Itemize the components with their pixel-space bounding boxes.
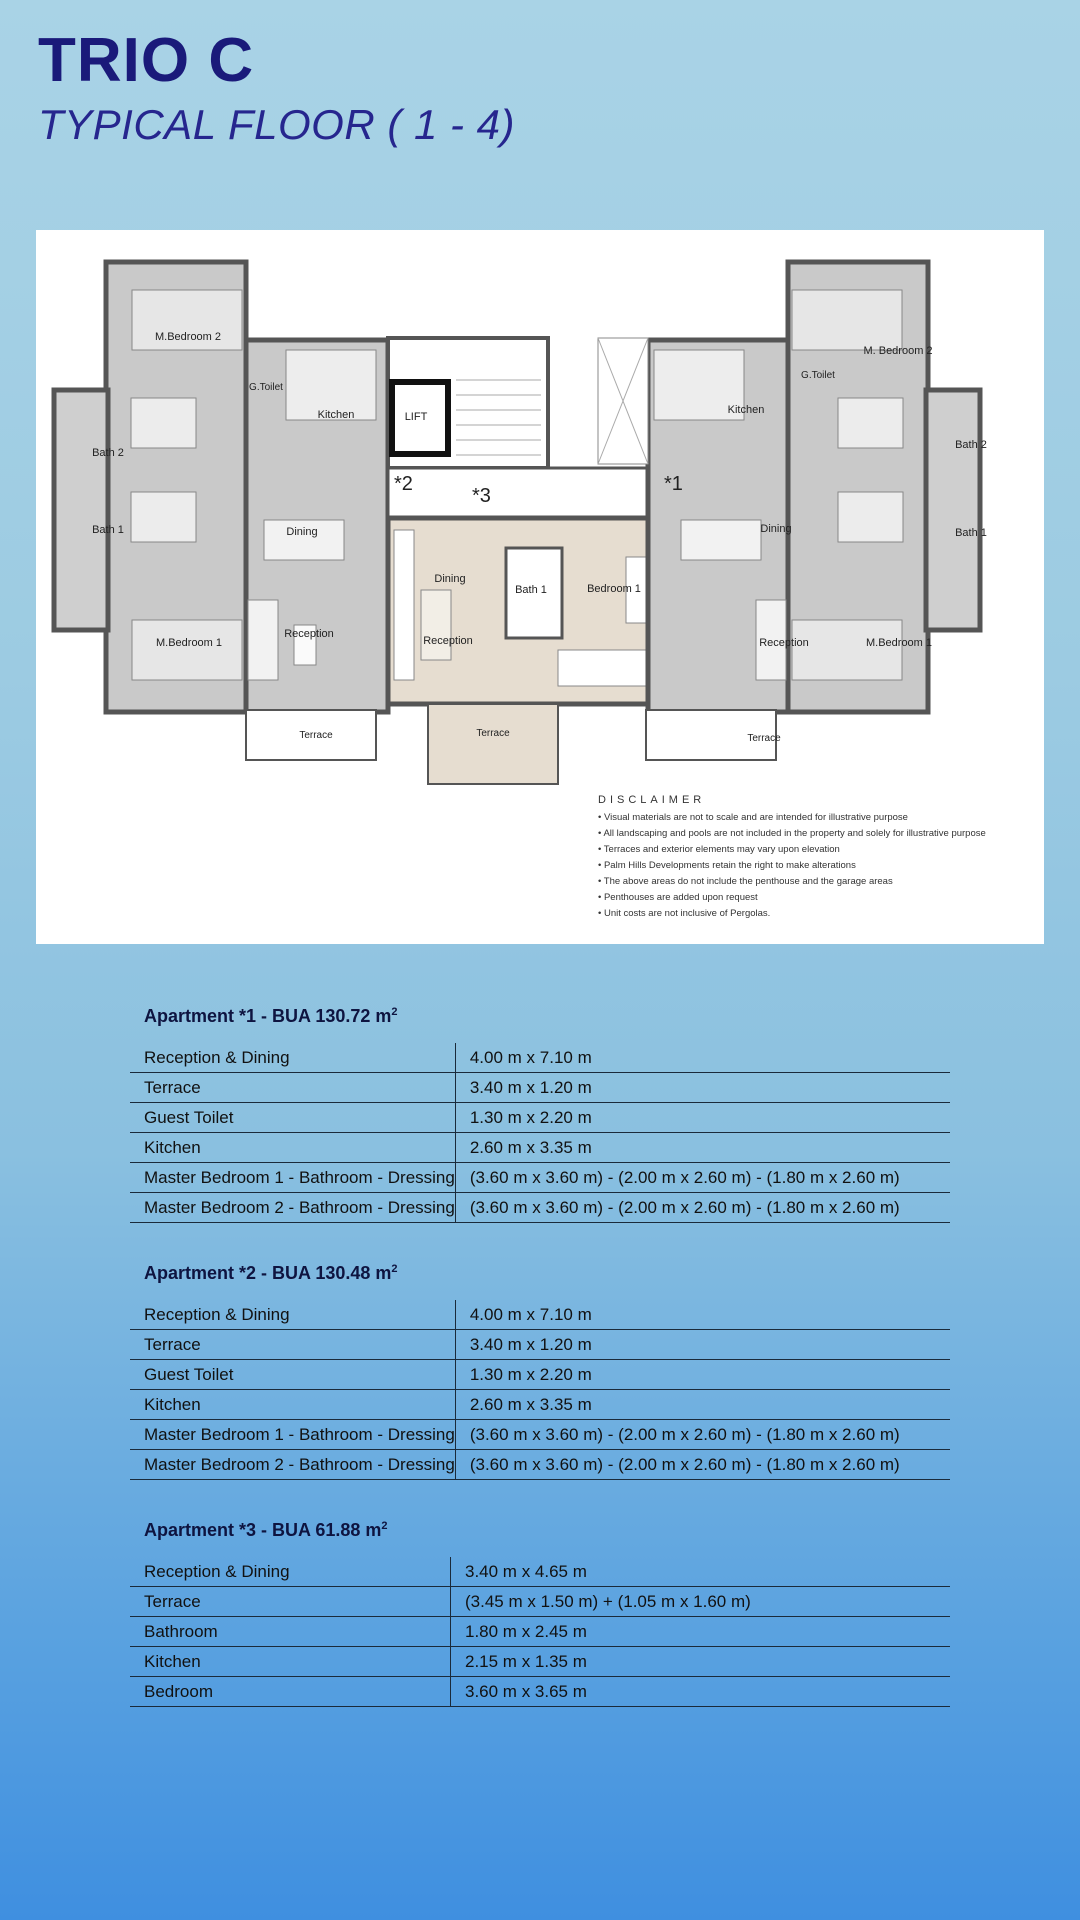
room-name: Reception & Dining xyxy=(130,1557,451,1587)
room-name: Kitchen xyxy=(130,1133,455,1163)
room-label: Reception xyxy=(423,635,473,647)
apartment-title xyxy=(144,1006,950,1027)
disclaimer xyxy=(598,794,1038,922)
apartment-3-section xyxy=(130,1520,950,1707)
room-label: Terrace xyxy=(476,728,510,739)
disclaimer-item: • Unit costs are not inclusive of Pergolas. xyxy=(598,908,771,919)
room-name: Master Bedroom 2 - Bathroom - Dressing xyxy=(130,1193,455,1223)
room-label: Reception xyxy=(759,637,809,649)
table-row xyxy=(130,1043,950,1073)
apartment-marker: *1 xyxy=(664,473,683,495)
unit-superscript: 2 xyxy=(381,1520,388,1532)
room-size: 1.80 m x 2.45 m xyxy=(451,1617,951,1647)
room-size: 2.15 m x 1.35 m xyxy=(451,1647,951,1677)
room-label: Dining xyxy=(760,523,792,535)
apartment-title-text: Apartment *1 - BUA 130.72 m xyxy=(144,1006,392,1026)
table-row xyxy=(130,1300,950,1330)
room-size: 3.40 m x 4.65 m xyxy=(451,1557,951,1587)
apartment-marker: *3 xyxy=(472,485,491,507)
table-row xyxy=(130,1557,950,1587)
room-size: 4.00 m x 7.10 m xyxy=(455,1043,950,1073)
apartment-title-text: Apartment *3 - BUA 61.88 m xyxy=(144,1520,382,1540)
room-name: Master Bedroom 1 - Bathroom - Dressing xyxy=(130,1163,455,1193)
room-label: Dining xyxy=(434,573,466,585)
room-size: 3.40 m x 1.20 m xyxy=(455,1330,950,1360)
apartment-title xyxy=(144,1263,950,1284)
room-name: Reception & Dining xyxy=(130,1300,455,1330)
room-name: Terrace xyxy=(130,1587,451,1617)
room-label: Reception xyxy=(284,628,334,640)
room-name: Bedroom xyxy=(130,1677,451,1707)
apartment-marker: *2 xyxy=(394,473,413,495)
table-row xyxy=(130,1647,950,1677)
room-label: Terrace xyxy=(747,733,781,744)
disclaimer-item: • Palm Hills Developments retain the right to make alterations xyxy=(598,860,856,871)
unit-superscript: 2 xyxy=(391,1006,398,1018)
room-label: M. Bedroom 2 xyxy=(863,345,933,357)
table-row xyxy=(130,1073,950,1103)
disclaimer-item: • Terraces and exterior elements may vary upon elevation xyxy=(598,844,840,855)
room-name: Kitchen xyxy=(130,1647,451,1677)
room-size: (3.60 m x 3.60 m) - (2.00 m x 2.60 m) - (1.80 m x 2.60 m) xyxy=(455,1420,950,1450)
apartment-2-table xyxy=(130,1300,950,1480)
apartment-1-section xyxy=(130,1006,950,1223)
room-label: Bath 1 xyxy=(515,584,547,596)
table-row xyxy=(130,1617,950,1647)
room-name: Guest Toilet xyxy=(130,1360,455,1390)
room-label: G.Toilet xyxy=(801,370,835,381)
floor-plan-card xyxy=(36,230,1044,944)
room-name: Bathroom xyxy=(130,1617,451,1647)
page-subtitle: TYPICAL FLOOR ( 1 - 4) xyxy=(38,101,515,148)
apartment-2-section xyxy=(130,1263,950,1480)
room-label: Bedroom 1 xyxy=(587,583,641,595)
room-size: 2.60 m x 3.35 m xyxy=(455,1133,950,1163)
room-label: Dining xyxy=(286,526,318,538)
room-label: Kitchen xyxy=(727,404,765,416)
room-size: 1.30 m x 2.20 m xyxy=(455,1360,950,1390)
room-name: Kitchen xyxy=(130,1390,455,1420)
page-title: TRIO C xyxy=(38,26,255,95)
room-name: Reception & Dining xyxy=(130,1043,455,1073)
room-name: Master Bedroom 2 - Bathroom - Dressing xyxy=(130,1450,455,1480)
room-size: 4.00 m x 7.10 m xyxy=(455,1300,950,1330)
room-label: M.Bedroom 1 xyxy=(155,637,223,649)
table-row xyxy=(130,1360,950,1390)
room-name: Terrace xyxy=(130,1073,455,1103)
table-row xyxy=(130,1450,950,1480)
disclaimer-item: • Visual materials are not to scale and are intended for illustrative purpose xyxy=(598,812,908,823)
room-label: Bath 2 xyxy=(955,439,987,451)
table-row xyxy=(130,1390,950,1420)
room-label: Bath 1 xyxy=(955,527,987,539)
disclaimer-title: DISCLAIMER xyxy=(598,794,706,806)
room-label: Kitchen xyxy=(317,409,355,421)
room-size: (3.60 m x 3.60 m) - (2.00 m x 2.60 m) - (1.80 m x 2.60 m) xyxy=(455,1163,950,1193)
room-name: Guest Toilet xyxy=(130,1103,455,1133)
apartment-1-table xyxy=(130,1043,950,1223)
room-label: Terrace xyxy=(299,730,333,741)
table-row xyxy=(130,1587,950,1617)
room-size: 3.40 m x 1.20 m xyxy=(455,1073,950,1103)
room-label: Bath 1 xyxy=(92,524,124,536)
room-size: (3.45 m x 1.50 m) + (1.05 m x 1.60 m) xyxy=(451,1587,951,1617)
table-row xyxy=(130,1133,950,1163)
room-name: Master Bedroom 1 - Bathroom - Dressing xyxy=(130,1420,455,1450)
disclaimer-item: • All landscaping and pools are not included in the property and solely for illustrative purpose xyxy=(598,828,986,839)
apartment-3-table xyxy=(130,1557,950,1707)
table-row xyxy=(130,1193,950,1223)
room-size: 3.60 m x 3.65 m xyxy=(451,1677,951,1707)
table-row xyxy=(130,1677,950,1707)
room-size: 1.30 m x 2.20 m xyxy=(455,1103,950,1133)
disclaimer-item: • Penthouses are added upon request xyxy=(598,892,758,903)
unit-superscript: 2 xyxy=(391,1263,398,1275)
room-label: M.Bedroom 2 xyxy=(154,331,222,343)
apartment-title-text: Apartment *2 - BUA 130.48 m xyxy=(144,1263,392,1283)
room-name: Terrace xyxy=(130,1330,455,1360)
apartment-title xyxy=(144,1520,950,1541)
room-label: Bath 2 xyxy=(92,447,124,459)
table-row xyxy=(130,1163,950,1193)
disclaimer-item: • The above areas do not include the penthouse and the garage areas xyxy=(598,876,893,887)
room-size: (3.60 m x 3.60 m) - (2.00 m x 2.60 m) - (1.80 m x 2.60 m) xyxy=(455,1193,950,1223)
table-row xyxy=(130,1330,950,1360)
table-row xyxy=(130,1103,950,1133)
room-label: G.Toilet xyxy=(249,382,283,393)
right-apartment xyxy=(598,262,980,760)
room-size: (3.60 m x 3.60 m) - (2.00 m x 2.60 m) - (1.80 m x 2.60 m) xyxy=(455,1450,950,1480)
room-label: M.Bedroom 1 xyxy=(865,637,933,649)
lift-label: LIFT xyxy=(404,411,428,423)
table-row xyxy=(130,1420,950,1450)
room-size: 2.60 m x 3.35 m xyxy=(455,1390,950,1420)
